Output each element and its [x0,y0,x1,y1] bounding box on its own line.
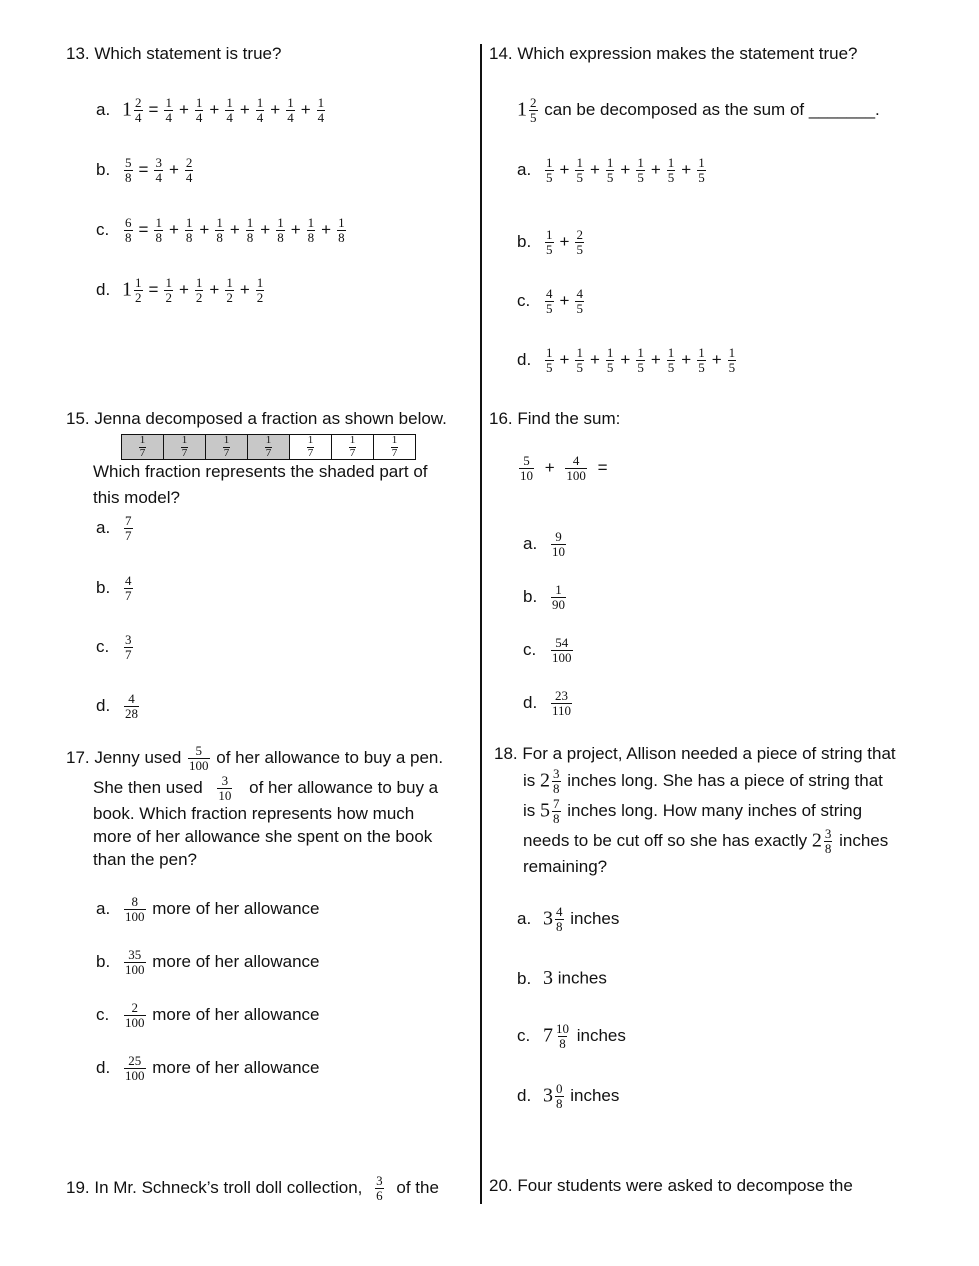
plus-sign: + [229,220,240,240]
option-label: a. [517,909,532,929]
question-15-stem: 15. Jenna decomposed a fraction as shown below. [66,409,447,428]
option-label: b. [523,587,538,607]
plus-sign: + [178,280,189,300]
option-label: a. [96,899,111,919]
option-fraction: $\frac{8}{100}$ [125,894,145,924]
option-label: d. [517,1086,532,1106]
plus-sign: + [559,291,570,311]
fraction-model [121,434,416,460]
q18-needed-fraction: $\frac{3}{8}$ [553,766,560,796]
q18-remaining-fraction: $\frac{3}{8}$ [824,826,832,856]
option-fraction: $\frac{4}{28}$ [125,691,138,721]
option-fraction: $\frac{5}{8}$ [125,155,132,185]
q18-option[interactable] [517,1082,619,1110]
addend-fraction: $\frac{4}{5}$ [546,286,553,316]
addend-fraction: $\frac{1}{5}$ [576,345,583,375]
equals-sign: = [148,280,159,300]
addend-fraction: $\frac{1}{5}$ [667,155,675,185]
addend-fraction: $\frac{1}{8}$ [338,215,345,245]
q18-stem-line-3: is 5 $\frac{7}{8}$ inches long. How many inches of string [523,796,863,826]
cell-fraction: $\frac{1}{7}$ [181,433,188,459]
q15-option[interactable] [96,692,141,720]
option-fraction: $\frac{6}{8}$ [125,215,132,245]
q18-stem-line-5: remaining? [523,857,608,876]
question-16 [489,409,620,429]
plus-sign: + [650,350,661,370]
q18-stem-line-4: needs to be cut off so she has exactly 2 $\frac{3}{8}$ inches [523,826,889,856]
equals-sign: = [597,458,608,478]
q15-option[interactable] [96,633,135,661]
addend-fraction: $\frac{1}{5}$ [576,155,583,185]
q17-stem-line-5: than the pen? [93,850,197,869]
plus-sign: + [559,160,570,180]
addend-fraction: $\frac{1}{5}$ [698,155,705,185]
q17-pen-fraction: $\frac{5}{100}$ [189,743,209,773]
addend-fraction: $\frac{1}{4}$ [195,95,203,125]
addend-fraction: $\frac{2}{4}$ [185,155,193,185]
cell-fraction: $\frac{1}{7}$ [223,433,230,459]
addend-fraction: $\frac{1}{8}$ [277,215,284,245]
q19-fraction: $\frac{3}{6}$ [376,1173,383,1203]
q17-stem-line-1: 17. Jenny used $\frac{5}{100}$ of her allowance to buy a pen. [66,743,444,773]
option-label: c. [96,637,110,657]
option-fraction: $\frac{10}{8}$ [556,1021,569,1051]
equals-sign: = [138,220,149,240]
model-cell [374,435,415,459]
option-unit: inches [570,1086,620,1106]
addend-fraction: $\frac{1}{5}$ [606,155,614,185]
plus-sign: + [620,160,631,180]
question-14 [489,44,858,64]
option-fraction: $\frac{2}{4}$ [135,95,142,125]
plus-sign: + [239,100,250,120]
option-fraction: $\frac{4}{8}$ [556,904,563,934]
q13-option[interactable] [96,216,348,244]
option-fraction: $\frac{0}{8}$ [556,1081,563,1111]
addend-fraction: $\frac{1}{4}$ [226,95,233,125]
plus-sign: + [544,458,555,478]
addend-fraction: $\frac{1}{8}$ [246,215,254,245]
model-cell-shaded [248,435,290,459]
equals-sign: = [148,100,159,120]
option-label: b. [517,232,532,252]
option-label: a. [96,100,111,120]
q17-option[interactable] [96,948,320,976]
question-20: 20. Four students were asked to decompose the [489,1176,853,1195]
q18-stem-line-1: 18. For a project, Allison needed a piece of string that [494,744,896,763]
plus-sign: + [559,350,570,370]
question-13-stem: 13. Which statement is true? [66,44,282,63]
q18-option[interactable] [517,905,619,933]
option-fraction: $\frac{35}{100}$ [125,947,145,977]
cell-fraction: $\frac{1}{7}$ [391,433,398,459]
q14-option[interactable] [517,228,586,256]
q18-option[interactable] [517,1022,626,1050]
addend-fraction: $\frac{1}{5}$ [698,345,705,375]
q16-expr-fraction: $\frac{4}{100}$ [566,453,586,483]
option-label: c. [523,640,537,660]
addend-fraction: $\frac{1}{8}$ [155,215,162,245]
q16-expression [517,454,612,482]
option-label: a. [517,160,532,180]
question-13 [66,44,281,64]
option-label: d. [523,693,538,713]
q13-option[interactable] [96,156,195,184]
addend-fraction: $\frac{1}{5}$ [606,345,614,375]
question-16-stem: 16. Find the sum: [489,409,621,428]
addend-fraction: $\frac{1}{5}$ [637,155,644,185]
addend-fraction: $\frac{1}{8}$ [216,215,223,245]
q16-expr-fraction: $\frac{5}{10}$ [520,453,533,483]
option-fraction: $\frac{9}{10}$ [552,529,565,559]
option-fraction: $\frac{23}{110}$ [552,688,572,718]
cell-fraction: $\frac{1}{7}$ [307,433,314,459]
option-fraction: $\frac{1}{2}$ [135,275,142,305]
option-label: d. [96,280,111,300]
option-suffix: more of her allowance [152,1058,320,1078]
plus-sign: + [681,350,692,370]
plus-sign: + [209,280,220,300]
q14-statement-whole: 1 [517,98,527,121]
addend-fraction: $\frac{2}{5}$ [576,227,583,257]
option-label: c. [96,220,110,240]
plus-sign: + [300,100,311,120]
option-fraction: $\frac{54}{100}$ [552,635,572,665]
addend-fraction: $\frac{1}{2}$ [256,275,264,305]
option-label: b. [96,578,111,598]
option-suffix: more of her allowance [152,899,320,919]
q17-stem-line-3: book. Which fraction represents how much [93,804,415,823]
option-label: c. [96,1005,110,1025]
option-unit: inches [557,968,607,988]
plus-sign: + [711,350,722,370]
option-fraction: $\frac{7}{7}$ [125,513,132,543]
q16-option[interactable] [523,636,575,664]
question-19: 19. In Mr. Schneck’s troll doll collection, $\frac{3}{6}$ of the [66,1173,439,1203]
equals-sign: = [138,160,149,180]
cell-fraction: $\frac{1}{7}$ [349,433,356,459]
q17-stem-line-2: She then used $\frac{3}{10}$ of her allowance to buy a [93,773,439,803]
option-fraction: $\frac{3}{7}$ [125,632,132,662]
q14-option[interactable] [517,156,708,184]
addend-fraction: $\frac{4}{5}$ [576,286,583,316]
question-14-stem: 14. Which expression makes the statement true? [489,44,858,63]
q13-option[interactable] [96,96,327,124]
q15-question-line: Which fraction represents the shaded part of [93,462,428,481]
q14-option[interactable] [517,287,586,315]
model-cell [290,435,332,459]
option-suffix: more of her allowance [152,952,320,972]
whole-number: 3 [543,1084,553,1107]
option-label: d. [517,350,532,370]
q16-option[interactable] [523,530,568,558]
option-fraction: $\frac{4}{7}$ [125,573,132,603]
q17-stem-line-4: more of her allowance she spent on the book [93,827,433,846]
addend-fraction: $\frac{1}{2}$ [195,275,203,305]
plus-sign: + [168,160,179,180]
q18-has-fraction: $\frac{7}{8}$ [553,796,560,826]
option-label: a. [96,518,111,538]
addend-fraction: $\frac{1}{4}$ [287,95,294,125]
plus-sign: + [321,220,332,240]
whole-number: 3 [543,907,553,930]
q18-option[interactable] [517,967,607,990]
addend-fraction: $\frac{1}{2}$ [165,275,172,305]
option-suffix: more of her allowance [152,1005,320,1025]
option-label: c. [517,1026,531,1046]
addend-fraction: $\frac{1}{2}$ [226,275,233,305]
q14-option[interactable] [517,346,738,374]
column-divider [480,44,482,1204]
whole-number: 3 [543,967,553,989]
q17-book-fraction: $\frac{3}{10}$ [218,773,232,803]
plus-sign: + [239,280,250,300]
plus-sign: + [589,160,600,180]
option-label: b. [517,968,532,988]
q17-option[interactable] [96,895,320,923]
addend-fraction: $\frac{1}{8}$ [185,215,193,245]
q14-statement-text: can be decomposed as the sum of _______. [544,100,880,120]
q14-statement-fraction: $\frac{2}{5}$ [530,95,537,125]
plus-sign: + [209,100,220,120]
option-label: b. [96,952,111,972]
addend-fraction: $\frac{1}{4}$ [256,95,264,125]
model-cell [332,435,374,459]
option-label: b. [96,160,111,180]
q17-option[interactable] [96,1054,320,1082]
option-label: d. [96,1058,111,1078]
addend-fraction: $\frac{1}{5}$ [637,345,644,375]
option-unit: inches [570,909,620,929]
plus-sign: + [589,350,600,370]
cell-fraction: $\frac{1}{7}$ [265,433,272,459]
addend-fraction: $\frac{1}{8}$ [307,215,315,245]
option-fraction: $\frac{25}{100}$ [125,1053,145,1083]
model-cell-shaded [122,435,164,459]
plus-sign: + [168,220,179,240]
plus-sign: + [178,100,189,120]
whole-number: 1 [122,98,132,121]
model-cell-shaded [164,435,206,459]
plus-sign: + [270,100,281,120]
q17-option[interactable] [96,1001,320,1029]
whole-number: 1 [122,278,132,301]
addend-fraction: $\frac{1}{5}$ [667,345,675,375]
model-cell-shaded [206,435,248,459]
q16-option[interactable] [523,583,568,611]
plus-sign: + [290,220,301,240]
q15-question-line: this model? [93,488,180,507]
option-label: a. [523,534,538,554]
option-fraction: $\frac{2}{100}$ [125,1000,145,1030]
option-label: d. [96,696,111,716]
plus-sign: + [620,350,631,370]
whole-number: 7 [543,1024,553,1047]
plus-sign: + [650,160,661,180]
plus-sign: + [559,232,570,252]
plus-sign: + [260,220,271,240]
addend-fraction: $\frac{1}{5}$ [546,227,553,257]
addend-fraction: $\frac{1}{5}$ [546,345,553,375]
question-15 [66,409,447,429]
q14-statement [517,96,880,124]
q15-option[interactable] [96,514,135,542]
addend-fraction: $\frac{1}{5}$ [728,345,736,375]
option-label: c. [517,291,531,311]
addend-fraction: $\frac{1}{4}$ [317,95,325,125]
option-fraction: $\frac{1}{90}$ [552,582,565,612]
addend-fraction: $\frac{3}{4}$ [155,155,162,185]
q16-option[interactable] [523,689,574,717]
q18-stem-line-2: is 2 $\frac{3}{8}$ inches long. She has a piece of string that [523,766,883,796]
plus-sign: + [199,220,210,240]
cell-fraction: $\frac{1}{7}$ [139,433,146,459]
plus-sign: + [681,160,692,180]
addend-fraction: $\frac{1}{5}$ [546,155,553,185]
q15-option[interactable] [96,574,135,602]
q13-option[interactable] [96,276,266,304]
addend-fraction: $\frac{1}{4}$ [165,95,172,125]
option-unit: inches [576,1026,626,1046]
